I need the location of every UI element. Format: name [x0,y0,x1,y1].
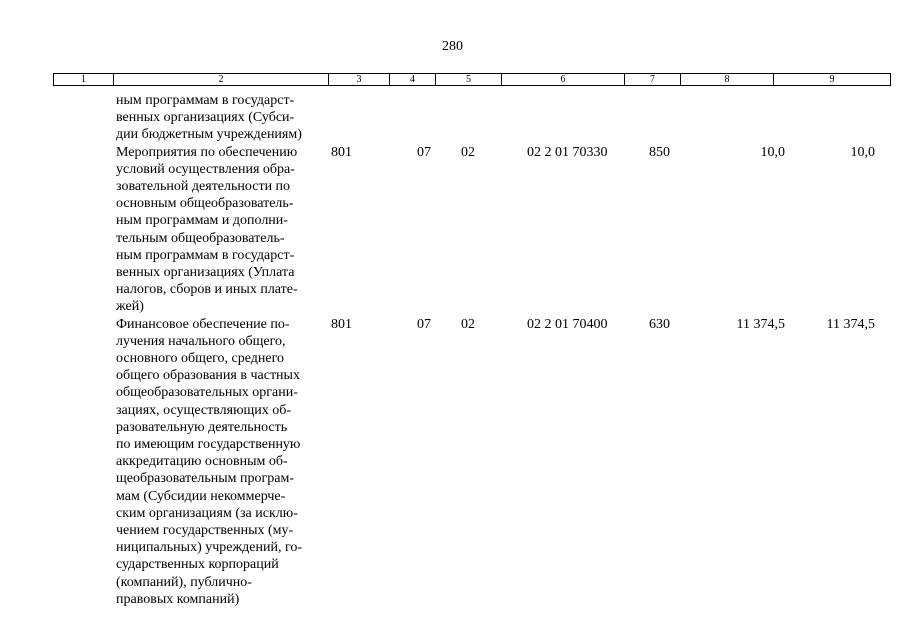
row-sum-1: 11 374,5 [736,316,785,332]
table-row [0,144,905,316]
header-col-9: 9 [774,74,891,86]
row-sum-1: 10,0 [760,144,785,160]
header-col-3: 3 [329,74,390,86]
header-col-6: 6 [502,74,625,86]
row-rz: 801 [331,316,352,332]
row-description: Финансовое обеспечение по- лучения начального общего, основного общего, среднего общего образования в частных общеобразовательных органи- зациях, осуществляющих об- разовательную деятельность по имеющим государственную аккредитацию основным об- щеобразовательным програм- мам (Субсидии некоммерче- ским организациям (за исклю- чением государственных (му- ниципальных) учреждений, го- сударственных корпораций (компаний), публично- правовых компаний) [116,316,303,607]
row-pr: 07 [417,144,431,160]
row-pr: 07 [417,316,431,332]
row-rz: 801 [331,144,352,160]
row-sum-2: 11 374,5 [826,316,875,332]
header-col-4: 4 [390,74,436,86]
row-expense-type: 850 [649,144,670,160]
header-col-7: 7 [625,74,681,86]
header-col-2: 2 [114,74,329,86]
header-col-5: 5 [436,74,502,86]
row-sum-2: 10,0 [850,144,875,160]
row-subsection: 02 [461,144,475,160]
row-target-article: 02 2 01 70330 [527,144,608,160]
header-row [54,74,891,86]
table-body [0,92,905,608]
continuation-text: ным программам в государст- венных организациях (Субси- дии бюджетным учреждениям) [116,93,302,143]
page-number: 280 [442,39,463,54]
table-row [0,316,905,608]
header-col-1: 1 [54,74,114,86]
row-subsection: 02 [461,316,475,332]
header-col-8: 8 [681,74,774,86]
row-expense-type: 630 [649,316,670,332]
row-target-article: 02 2 01 70400 [527,316,608,332]
row-description: Мероприятия по обеспечению условий осуществления обра- зовательной деятельности по основным общеобразователь- ным программам и дополни- тельным общеобразователь- ным программам в государст- венных организациях (Уплата налогов, сборов и иных плате- жей) [116,144,298,315]
continuation-row [0,92,905,144]
column-number-header [53,73,891,86]
